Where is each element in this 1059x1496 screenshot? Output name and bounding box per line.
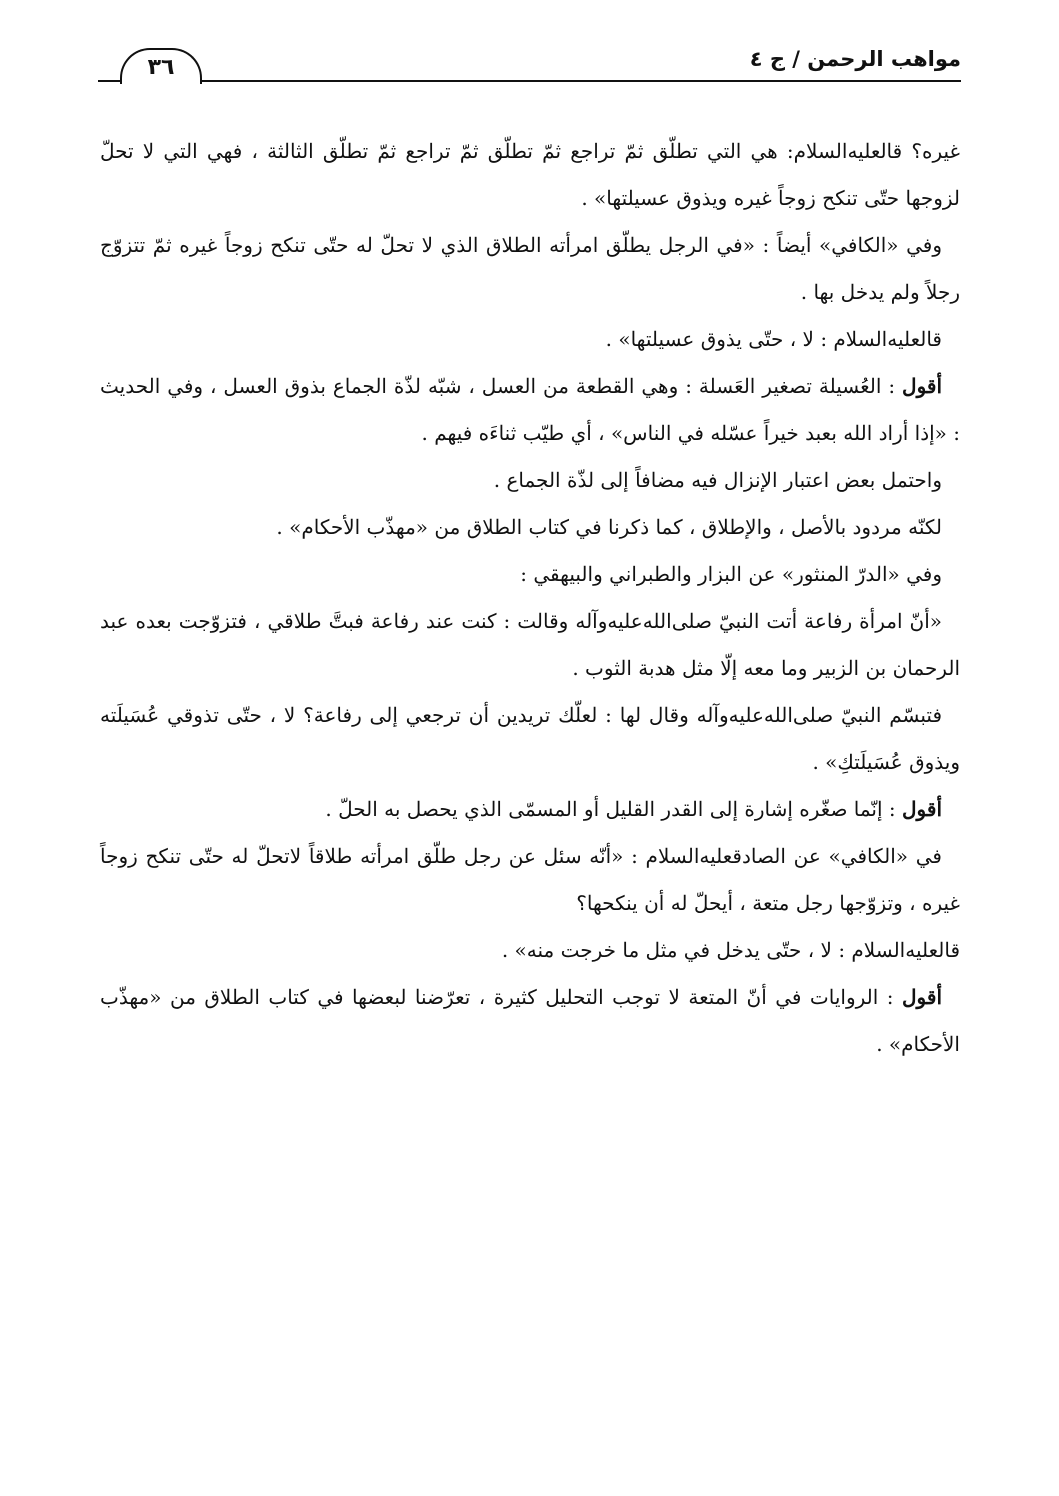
paragraph-text: واحتمل بعض اعتبار الإنزال فيه مضافاً إلى لذّة الجماع . [493, 468, 942, 492]
page-number: ٣٦ [120, 48, 202, 84]
running-title: مواهب الرحمن / ج ٤ [749, 47, 961, 71]
paragraph-text: : إنّما صغّره إشارة إلى القدر القليل أو المسمّى الذي يحصل به الحلّ . [325, 797, 896, 821]
paragraph-text: في «الكافي» عن الصادقعليه‌السلام : «أنّه سئل عن رجل طلّق امرأته طلاقاً لاتحلّ له حتّى تنكح زوجاً غيره ، وتزوّجها رجل متعة ، أيحلّ له أن ينكحها؟ [100, 844, 960, 915]
paragraph [100, 692, 960, 786]
paragraph [100, 457, 960, 504]
paragraph [100, 974, 960, 1068]
paragraph [100, 833, 960, 927]
paragraph-text: : العُسيلة تصغير العَسلة : وهي القطعة من العسل ، شبّه لذّة الجماع بذوق العسل ، وفي الحديث : «إذا أراد الله بعبد خيراً عسّله في الناس» ، أي طيّب ثناءَه فيهم . [100, 374, 960, 445]
body-text [100, 128, 960, 1068]
paragraph-text: غيره؟ قالعليه‌السلام: هي التي تطلّق ثمّ تراجع ثمّ تطلّق ثمّ تراجع ثمّ تطلّق الثالثة ، فهي التي لا تحلّ لزوجها حتّى تنكح زوجاً غيره ويذوق عسيلتها» . [100, 139, 961, 210]
paragraph [100, 222, 960, 316]
paragraph-text: وفي «الدرّ المنثور» عن البزار والطبراني والبيهقي : [520, 562, 942, 586]
paragraph-text: «أنّ امرأة رفاعة أتت النبيّ صلى‌الله‌عليه‌وآله وقالت : كنت عند رفاعة فبتَّ طلاقي ، فتزوّجت بعده عبد الرحمان بن الزبير وما معه إلّا مثل هدبة الثوب . [100, 609, 960, 680]
paragraph-text: وفي «الكافي» أيضاً : «في الرجل يطلّق امرأته الطلاق الذي لا تحلّ له حتّى تنكح زوجاً غيره ثمّ تتزوّج رجلاً ولم يدخل بها . [100, 233, 960, 304]
header-rule [98, 80, 961, 82]
paragraph-text: قالعليه‌السلام : لا ، حتّى يدخل في مثل ما خرجت منه» . [501, 938, 960, 962]
paragraph [100, 363, 960, 457]
paragraph [100, 128, 960, 222]
paragraph-text: لكنّه مردود بالأصل ، والإطلاق ، كما ذكرنا في كتاب الطلاق من «مهذّب الأحكام» . [276, 515, 942, 539]
paragraph [100, 551, 960, 598]
paragraph [100, 786, 960, 833]
page-header [98, 40, 961, 88]
paragraph [100, 598, 960, 692]
paragraph-text: قالعليه‌السلام : لا ، حتّى يذوق عسيلتها» . [605, 327, 942, 351]
paragraph-lead-word: أقول [902, 374, 943, 398]
paragraph-lead-word: أقول [902, 985, 942, 1009]
paragraph [100, 927, 960, 974]
paragraph-text: : الروايات في أنّ المتعة لا توجب التحليل كثيرة ، تعرّضنا لبعضها في كتاب الطلاق من «مهذّب الأحكام» . [100, 985, 960, 1056]
paragraph-lead-word: أقول [902, 797, 942, 821]
paragraph [100, 316, 960, 363]
paragraph-text: فتبسّم النبيّ صلى‌الله‌عليه‌وآله وقال لها : لعلّك تريدين أن ترجعي إلى رفاعة؟ لا ، حتّى تذوقي عُسَيلَته ويذوق عُسَيلَتكِ» . [100, 703, 960, 774]
paragraph [100, 504, 960, 551]
